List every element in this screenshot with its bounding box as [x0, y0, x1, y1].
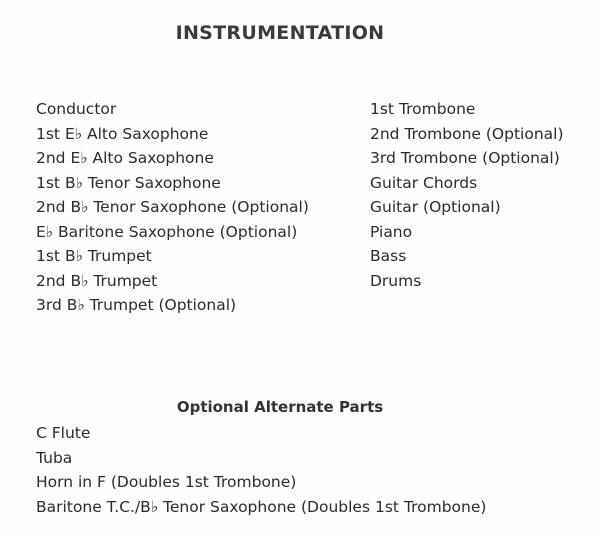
list-item: Horn in F (Doubles 1st Trombone) [36, 473, 297, 491]
list-item: Piano [370, 222, 413, 241]
list-item: 2nd B♭ Tenor Saxophone (Optional) [36, 198, 309, 216]
instrument-list-right [370, 97, 564, 293]
list-item: Guitar (Optional) [370, 198, 501, 216]
list-item: 1st Trombone [370, 100, 476, 118]
list-item: 3rd Trombone (Optional) [370, 149, 560, 167]
alternate-parts-list [36, 421, 486, 519]
list-item: 2nd E♭ Alto Saxophone [36, 149, 214, 167]
list-item: Conductor [36, 100, 117, 118]
list-item: 1st B♭ Trumpet [36, 247, 152, 265]
instrument-list-left [36, 97, 309, 318]
list-item: 1st B♭ Tenor Saxophone [36, 173, 221, 192]
list-item: Tuba [36, 448, 73, 467]
list-item: Drums [370, 271, 422, 290]
list-item: 2nd B♭ Trumpet [36, 271, 158, 290]
list-item: Bass [370, 247, 407, 265]
list-item: 2nd Trombone (Optional) [370, 124, 564, 143]
list-item: E♭ Baritone Saxophone (Optional) [36, 222, 298, 241]
list-item: Guitar Chords [370, 173, 478, 192]
alternate-parts-heading: Optional Alternate Parts [176, 398, 384, 416]
page-title: INSTRUMENTATION [175, 22, 385, 44]
list-item: 1st E♭ Alto Saxophone [36, 124, 209, 143]
list-item: Baritone T.C./B♭ Tenor Saxophone (Doubles 1st Trombone) [36, 497, 487, 516]
list-item: 3rd B♭ Trumpet (Optional) [36, 296, 237, 314]
list-item: C Flute [36, 424, 91, 442]
